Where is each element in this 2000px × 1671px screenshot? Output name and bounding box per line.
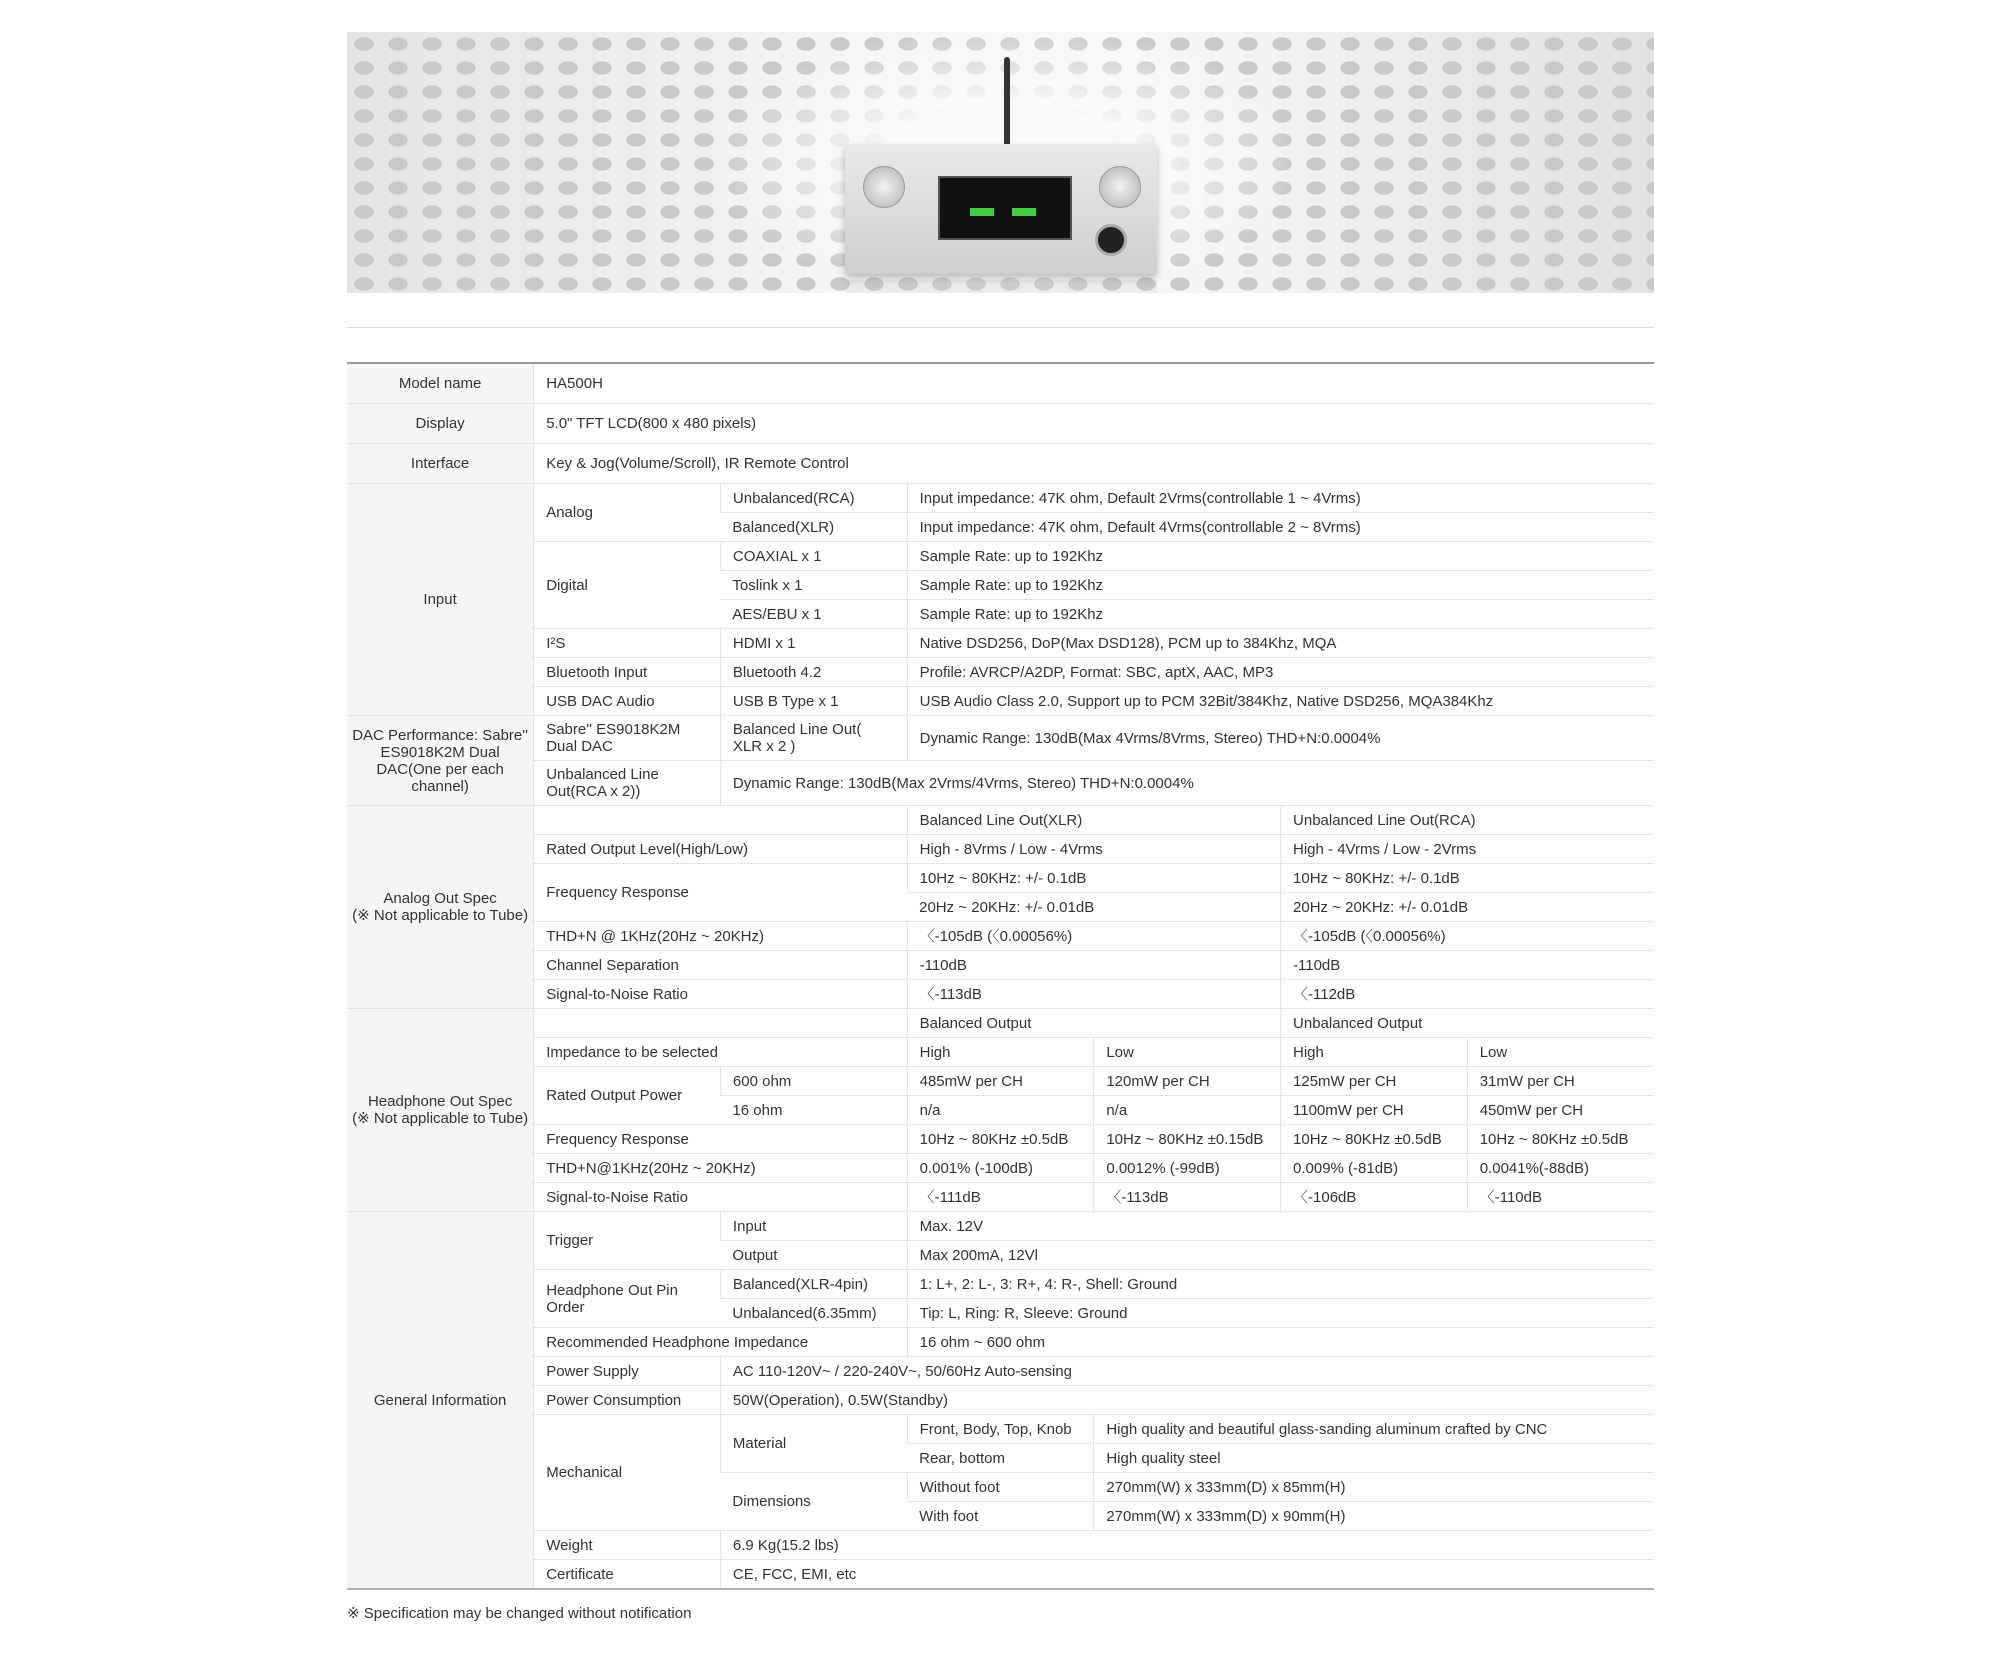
spec-cell: Channel Separation [534,951,907,980]
spec-cell: Analog [534,484,721,542]
spec-cell: Input impedance: 47K ohm, Default 2Vrms(controllable 1 ~ 4Vrms) [907,484,1654,513]
spec-cell: High quality and beautiful glass-sanding aluminum crafted by CNC [1094,1415,1654,1444]
spec-cell: 〈-113dB [907,980,1280,1009]
spec-row [347,1038,1654,1067]
spec-cell: 270mm(W) x 333mm(D) x 90mm(H) [1094,1502,1654,1531]
spec-cell: 〈-105dB (〈0.00056%) [907,922,1280,951]
spec-cell: Signal-to-Noise Ratio [534,980,907,1009]
spec-row [347,1154,1654,1183]
spec-cell: Balanced Line Out( XLR x 2 ) [720,716,907,761]
spec-cell: Dimensions [720,1473,907,1531]
spec-cell: USB Audio Class 2.0, Support up to PCM 32Bit/384Khz, Native DSD256, MQA384Khz [907,687,1654,716]
spec-cell: n/a [907,1096,1094,1125]
spec-cell: Input impedance: 47K ohm, Default 4Vrms(controllable 2 ~ 8Vrms) [907,513,1654,542]
spec-cell: HDMI x 1 [720,629,907,658]
spec-cell: Output [720,1241,907,1270]
spec-cell: Input [720,1212,907,1241]
antenna-image [1004,57,1010,147]
headphone-jack-image [1095,224,1127,256]
spec-cell: Front, Body, Top, Knob [907,1415,1094,1444]
spec-row [347,404,1654,444]
spec-cell: 10Hz ~ 80KHz ±0.5dB [907,1125,1094,1154]
spec-row [347,1531,1654,1560]
spec-cell: Digital [534,542,721,629]
spec-row [347,922,1654,951]
spec-cell: Balanced(XLR-4pin) [720,1270,907,1299]
spec-cell: 120mW per CH [1094,1067,1281,1096]
spec-cell: 0.0012% (-99dB) [1094,1154,1281,1183]
spec-row [347,542,1654,571]
spec-cell: 0.0041%(-88dB) [1467,1154,1654,1183]
spec-cell: Dynamic Range: 130dB(Max 4Vrms/8Vrms, Stereo) THD+N:0.0004% [907,716,1654,761]
spec-cell: Balanced Output [907,1009,1280,1038]
spec-cell: 6.9 Kg(15.2 lbs) [720,1531,1654,1560]
spec-row [347,1386,1654,1415]
lcd-display-image [938,176,1072,240]
spec-row [347,1328,1654,1357]
spec-cell: 10Hz ~ 80KHz: +/- 0.1dB [1281,864,1654,893]
spec-cell: Native DSD256, DoP(Max DSD128), PCM up to 384Khz, MQA [907,629,1654,658]
spec-cell: Unbalanced Line Out(RCA x 2)) [534,761,721,806]
spec-cell: With foot [907,1502,1094,1531]
spec-category: General Information [347,1212,534,1590]
spec-cell: 〈-111dB [907,1183,1094,1212]
spec-row [347,761,1654,806]
spec-category: Interface [347,444,534,484]
spec-cell: 10Hz ~ 80KHz ±0.5dB [1281,1125,1468,1154]
product-banner [347,32,1654,293]
spec-row [347,716,1654,761]
spec-cell: Frequency Response [534,1125,907,1154]
product-reflection [845,280,1157,293]
spec-cell: Without foot [907,1473,1094,1502]
spec-cell: Unbalanced Output [1281,1009,1654,1038]
volume-knob-image [863,166,905,208]
spec-cell: Unbalanced(6.35mm) [720,1299,907,1328]
spec-cell: Recommended Headphone Impedance [534,1328,907,1357]
spec-cell: Unbalanced(RCA) [720,484,907,513]
jog-knob-image [1099,166,1141,208]
spec-row [347,806,1654,835]
spec-cell: Sample Rate: up to 192Khz [907,542,1654,571]
spec-cell: Material [720,1415,907,1473]
spec-row [347,1183,1654,1212]
spec-cell: Unbalanced Line Out(RCA) [1281,806,1654,835]
spec-cell: Bluetooth Input [534,658,721,687]
spec-cell: High - 4Vrms / Low - 2Vrms [1281,835,1654,864]
spec-row [347,1067,1654,1096]
product-image [845,144,1157,274]
spec-row [347,951,1654,980]
spec-cell: Profile: AVRCP/A2DP, Format: SBC, aptX, AAC, MP3 [907,658,1654,687]
spec-cell: 31mW per CH [1467,1067,1654,1096]
spec-cell: Max. 12V [907,1212,1654,1241]
spec-cell: Balanced Line Out(XLR) [907,806,1280,835]
spec-cell: Balanced(XLR) [720,513,907,542]
spec-cell: 270mm(W) x 333mm(D) x 85mm(H) [1094,1473,1654,1502]
spec-cell: 1: L+, 2: L-, 3: R+, 4: R-, Shell: Ground [907,1270,1654,1299]
spec-cell: High - 8Vrms / Low - 4Vrms [907,835,1280,864]
spec-row [347,687,1654,716]
spec-cell: 20Hz ~ 20KHz: +/- 0.01dB [907,893,1280,922]
level-meter-right [1012,208,1036,216]
spec-cell: Rated Output Power [534,1067,721,1125]
spec-cell: Certificate [534,1560,721,1590]
spec-cell: CE, FCC, EMI, etc [720,1560,1654,1590]
level-meter-left [970,208,994,216]
spec-cell [534,806,907,835]
spec-cell: Frequency Response [534,864,907,922]
spec-cell: Key & Jog(Volume/Scroll), IR Remote Control [534,444,1654,484]
spec-row [347,1357,1654,1386]
spec-cell: Rear, bottom [907,1444,1094,1473]
spec-cell: 0.009% (-81dB) [1281,1154,1468,1183]
spec-cell: -110dB [907,951,1280,980]
spec-cell: Max 200mA, 12Vl [907,1241,1654,1270]
spec-cell: USB DAC Audio [534,687,721,716]
spec-category: DAC Performance: Sabre'' ES9018K2M Dual DAC(One per each channel) [347,716,534,806]
spec-row [347,363,1654,404]
spec-cell: 〈-110dB [1467,1183,1654,1212]
divider [347,327,1654,328]
spec-cell: Low [1094,1038,1281,1067]
spec-row [347,1009,1654,1038]
spec-cell: 〈-112dB [1281,980,1654,1009]
spec-row [347,864,1654,893]
spec-cell: High [1281,1038,1468,1067]
spec-cell: Power Supply [534,1357,721,1386]
spec-cell: Headphone Out Pin Order [534,1270,721,1328]
spec-cell: THD+N @ 1KHz(20Hz ~ 20KHz) [534,922,907,951]
spec-cell: 〈-113dB [1094,1183,1281,1212]
spec-cell: n/a [1094,1096,1281,1125]
spec-cell: Sample Rate: up to 192Khz [907,571,1654,600]
spec-category: Input [347,484,534,716]
spec-row [347,658,1654,687]
spec-cell: HA500H [534,363,1654,404]
footer-note: ※ Specification may be changed without notification [347,1605,692,1622]
spec-cell: Tip: L, Ring: R, Sleeve: Ground [907,1299,1654,1328]
spec-cell: Toslink x 1 [720,571,907,600]
spec-cell: COAXIAL x 1 [720,542,907,571]
spec-cell [534,1009,907,1038]
spec-cell: Bluetooth 4.2 [720,658,907,687]
spec-cell: 10Hz ~ 80KHz ±0.15dB [1094,1125,1281,1154]
spec-cell: 50W(Operation), 0.5W(Standby) [720,1386,1654,1415]
spec-cell: Trigger [534,1212,721,1270]
spec-row [347,1212,1654,1241]
spec-cell: Impedance to be selected [534,1038,907,1067]
spec-cell: I²S [534,629,721,658]
spec-cell: AC 110-120V~ / 220-240V~, 50/60Hz Auto-sensing [720,1357,1654,1386]
spec-row [347,835,1654,864]
spec-row [347,484,1654,513]
spec-row [347,1270,1654,1299]
spec-cell: Weight [534,1531,721,1560]
spec-cell: 16 ohm [720,1096,907,1125]
spec-table [347,362,1654,1590]
spec-cell: Dynamic Range: 130dB(Max 2Vrms/4Vrms, Stereo) THD+N:0.0004% [720,761,1654,806]
spec-cell: Rated Output Level(High/Low) [534,835,907,864]
spec-cell: 〈-105dB (〈0.00056%) [1281,922,1654,951]
spec-row [347,1125,1654,1154]
spec-row [347,1560,1654,1590]
spec-cell: AES/EBU x 1 [720,600,907,629]
spec-cell: 16 ohm ~ 600 ohm [907,1328,1654,1357]
spec-cell: Sabre'' ES9018K2M Dual DAC [534,716,721,761]
spec-row [347,444,1654,484]
spec-cell: Low [1467,1038,1654,1067]
spec-cell: 10Hz ~ 80KHz: +/- 0.1dB [907,864,1280,893]
spec-category: Model name [347,363,534,404]
spec-cell: 1100mW per CH [1281,1096,1468,1125]
spec-cell: 5.0" TFT LCD(800 x 480 pixels) [534,404,1654,444]
spec-row [347,1415,1654,1444]
spec-category: Headphone Out Spec (※ Not applicable to Tube) [347,1009,534,1212]
spec-cell: 20Hz ~ 20KHz: +/- 0.01dB [1281,893,1654,922]
spec-cell: 600 ohm [720,1067,907,1096]
spec-row [347,980,1654,1009]
spec-cell: High quality steel [1094,1444,1654,1473]
spec-category: Analog Out Spec (※ Not applicable to Tube) [347,806,534,1009]
spec-cell: Sample Rate: up to 192Khz [907,600,1654,629]
spec-cell: USB B Type x 1 [720,687,907,716]
spec-cell: Signal-to-Noise Ratio [534,1183,907,1212]
spec-cell: 485mW per CH [907,1067,1094,1096]
spec-cell: -110dB [1281,951,1654,980]
spec-category: Display [347,404,534,444]
spec-cell: 10Hz ~ 80KHz ±0.5dB [1467,1125,1654,1154]
spec-cell: 0.001% (-100dB) [907,1154,1094,1183]
spec-cell: Mechanical [534,1415,721,1531]
spec-cell: 〈-106dB [1281,1183,1468,1212]
spec-cell: 125mW per CH [1281,1067,1468,1096]
spec-cell: Power Consumption [534,1386,721,1415]
spec-cell: High [907,1038,1094,1067]
spec-cell: 450mW per CH [1467,1096,1654,1125]
spec-cell: THD+N@1KHz(20Hz ~ 20KHz) [534,1154,907,1183]
spec-row [347,629,1654,658]
